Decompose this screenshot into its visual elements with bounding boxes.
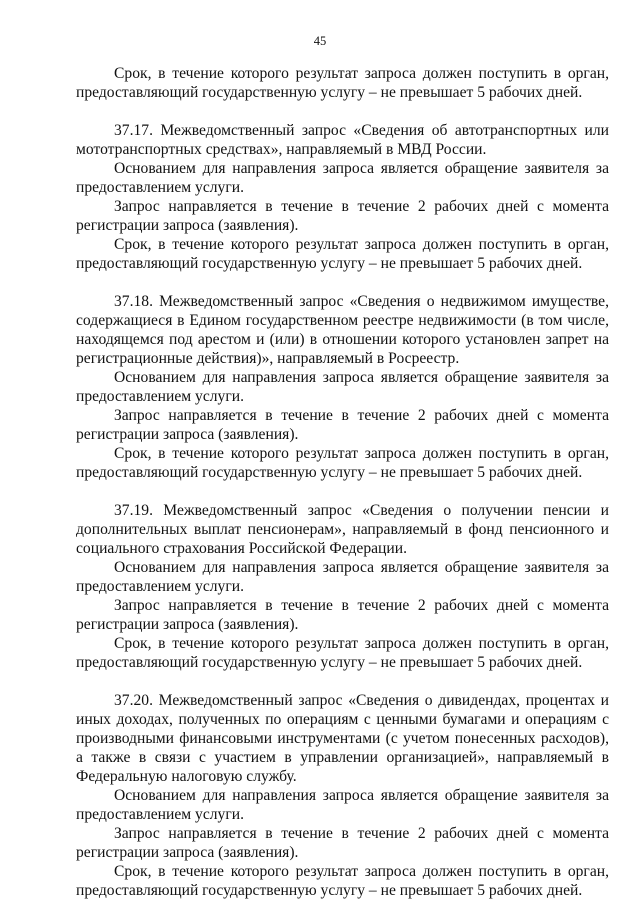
section-block <box>76 64 609 102</box>
paragraph: Срок, в течение которого результат запроса должен поступить в орган, предоставляющий государственную услугу – не превышает 5 рабочих дней. <box>76 445 609 481</box>
paragraph: Запрос направляется в течение в течение 2 рабочих дней с момента регистрации запроса (заявления). <box>76 597 609 633</box>
paragraph: Срок, в течение которого результат запроса должен поступить в орган, предоставляющий государственную услугу – не превышает 5 рабочих дней. <box>76 635 609 671</box>
section-heading-paragraph: 37.17. Межведомственный запрос «Сведения об автотранспортных или мототранспортных средствах», направляемый в МВД России. <box>76 122 609 158</box>
page-number: 45 <box>313 34 327 48</box>
paragraph: Запрос направляется в течение в течение 2 рабочих дней с момента регистрации запроса (заявления). <box>76 825 609 861</box>
paragraph: Срок, в течение которого результат запроса должен поступить в орган, предоставляющий государственную услугу – не превышает 5 рабочих дней. <box>76 863 609 899</box>
section-block <box>76 691 609 900</box>
section-block <box>76 121 609 273</box>
paragraph: Основанием для направления запроса является обращение заявителя за предоставлением услуги. <box>76 160 609 196</box>
section-heading-paragraph: 37.18. Межведомственный запрос «Сведения о недвижимом имуществе, содержащиеся в Едином государственном реестре недвижимости (в том числе, находящемся под арестом и (или) в отношении которого установлен запрет на регистрационные действия)», направляемый в Росреестр. <box>76 293 609 367</box>
document-body <box>76 64 609 900</box>
section-heading-paragraph: 37.20. Межведомственный запрос «Сведения о дивидендах, процентах и иных доходах, полученных по операциям с ценными бумагами и операциям с производными финансовыми инструментами (с учетом понесенных расходов), а также в связи с участием в управлении организацией», направляемый в Федеральную налоговую службу. <box>76 692 609 785</box>
paragraph: Запрос направляется в течение в течение 2 рабочих дней с момента регистрации запроса (заявления). <box>76 198 609 234</box>
section-heading-paragraph: 37.19. Межведомственный запрос «Сведения о получении пенсии и дополнительных выплат пенсионерам», направляемый в фонд пенсионного и социального страхования Российской Федерации. <box>76 502 609 557</box>
paragraph: Основанием для направления запроса является обращение заявителя за предоставлением услуги. <box>76 369 609 405</box>
paragraph: Срок, в течение которого результат запроса должен поступить в орган, предоставляющий государственную услугу – не превышает 5 рабочих дней. <box>76 65 609 101</box>
paragraph: Запрос направляется в течение в течение 2 рабочих дней с момента регистрации запроса (заявления). <box>76 407 609 443</box>
paragraph: Основанием для направления запроса является обращение заявителя за предоставлением услуги. <box>76 787 609 823</box>
paragraph: Срок, в течение которого результат запроса должен поступить в орган, предоставляющий государственную услугу – не превышает 5 рабочих дней. <box>76 236 609 272</box>
section-block <box>76 501 609 672</box>
section-block <box>76 292 609 482</box>
paragraph: Основанием для направления запроса является обращение заявителя за предоставлением услуги. <box>76 559 609 595</box>
